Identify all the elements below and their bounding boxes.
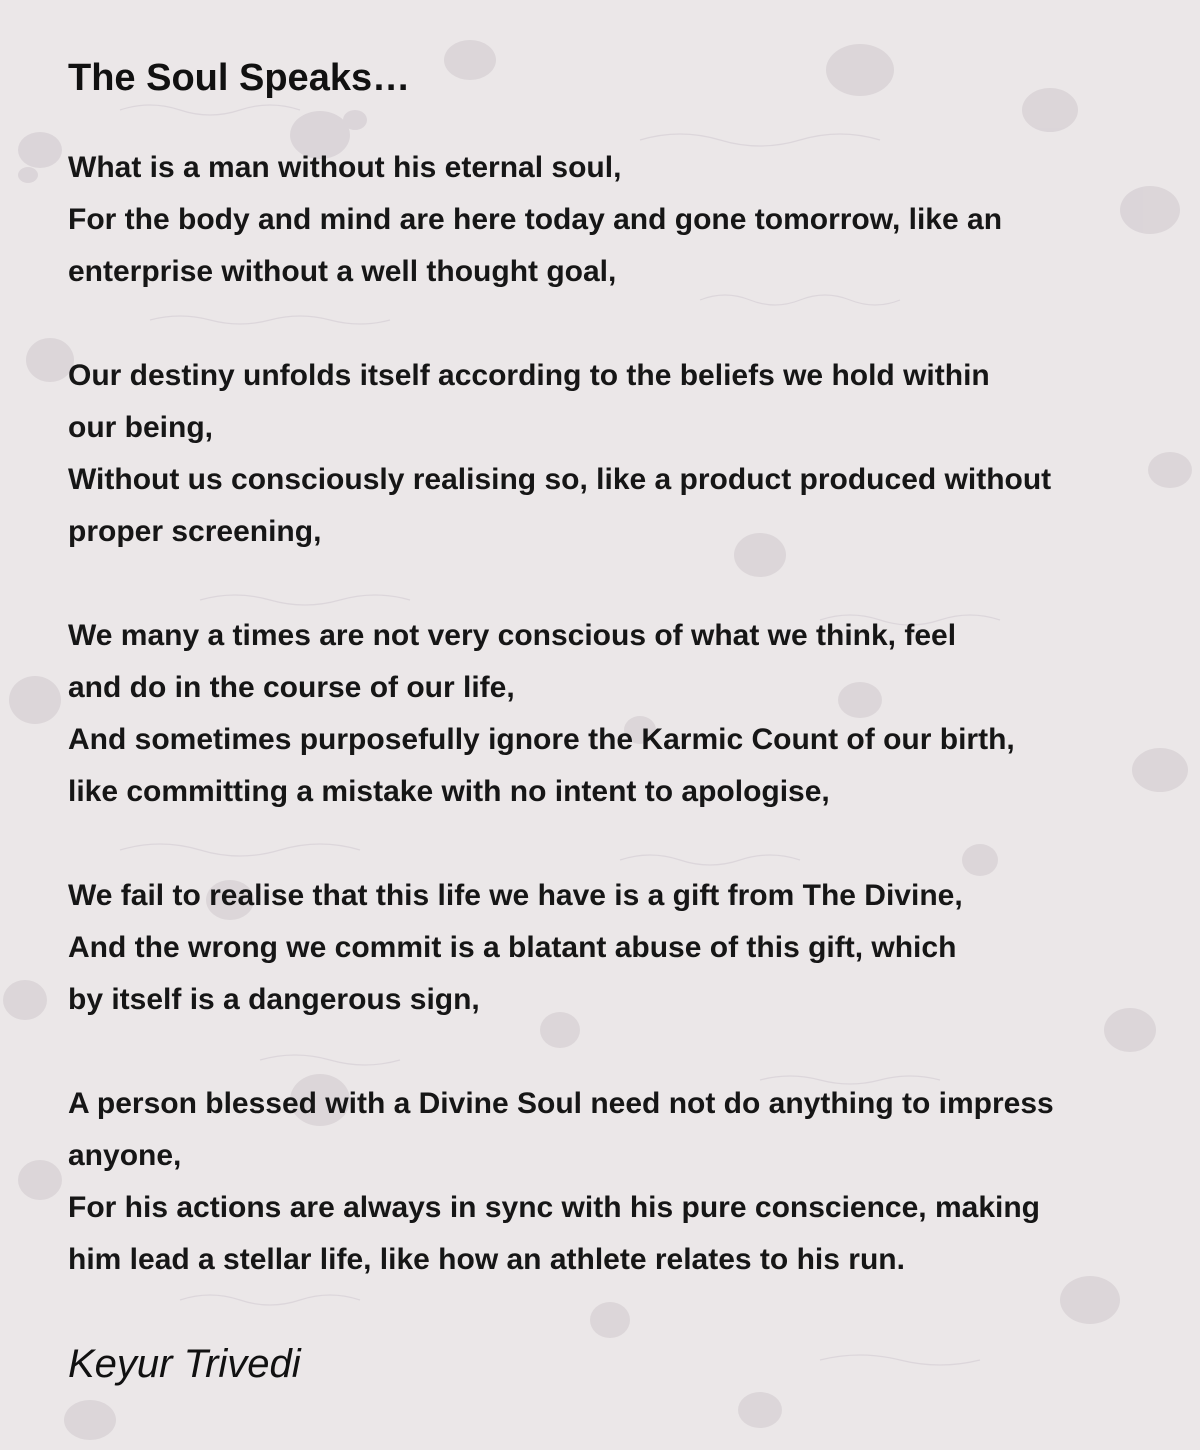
poem-line: And the wrong we commit is a blatant abuse of this gift, which	[68, 931, 957, 964]
poem-line: For the body and mind are here today and gone tomorrow, like an	[68, 203, 1003, 236]
poem-line: Our destiny unfolds itself according to the beliefs we hold within	[68, 359, 990, 392]
poem-line: We many a times are not very conscious of what we think, feel	[68, 619, 957, 652]
poem-line: him lead a stellar life, like how an athlete relates to his run.	[68, 1243, 905, 1276]
poem-author: Keyur Trivedi	[68, 1342, 301, 1386]
poem-title: The Soul Speaks…	[68, 57, 411, 99]
poem-line: and do in the course of our life,	[68, 671, 515, 704]
stanza-5	[68, 1078, 1178, 1286]
poem-line: Without us consciously realising so, like a product produced without	[68, 463, 1052, 496]
poem-line: What is a man without his eternal soul,	[68, 151, 622, 184]
poem-line: A person blessed with a Divine Soul need not do anything to impress	[68, 1087, 1054, 1120]
poem-line: by itself is a dangerous sign,	[68, 983, 480, 1016]
poem-container	[68, 52, 1178, 1390]
poem-line: For his actions are always in sync with his pure conscience, making	[68, 1191, 1040, 1224]
poem-line: enterprise without a well thought goal,	[68, 255, 617, 288]
poem-line: proper screening,	[68, 515, 322, 548]
poem-line: anyone,	[68, 1139, 182, 1172]
stanza-2	[68, 350, 1178, 558]
poem-line: And sometimes purposefully ignore the Karmic Count of our birth,	[68, 723, 1015, 756]
stanza-1	[68, 142, 1178, 298]
poem-line: like committing a mistake with no intent to apologise,	[68, 775, 830, 808]
poem-line: our being,	[68, 411, 213, 444]
stanza-4	[68, 870, 1178, 1026]
poem-line: We fail to realise that this life we have is a gift from The Divine,	[68, 879, 963, 912]
stanza-3	[68, 610, 1178, 818]
